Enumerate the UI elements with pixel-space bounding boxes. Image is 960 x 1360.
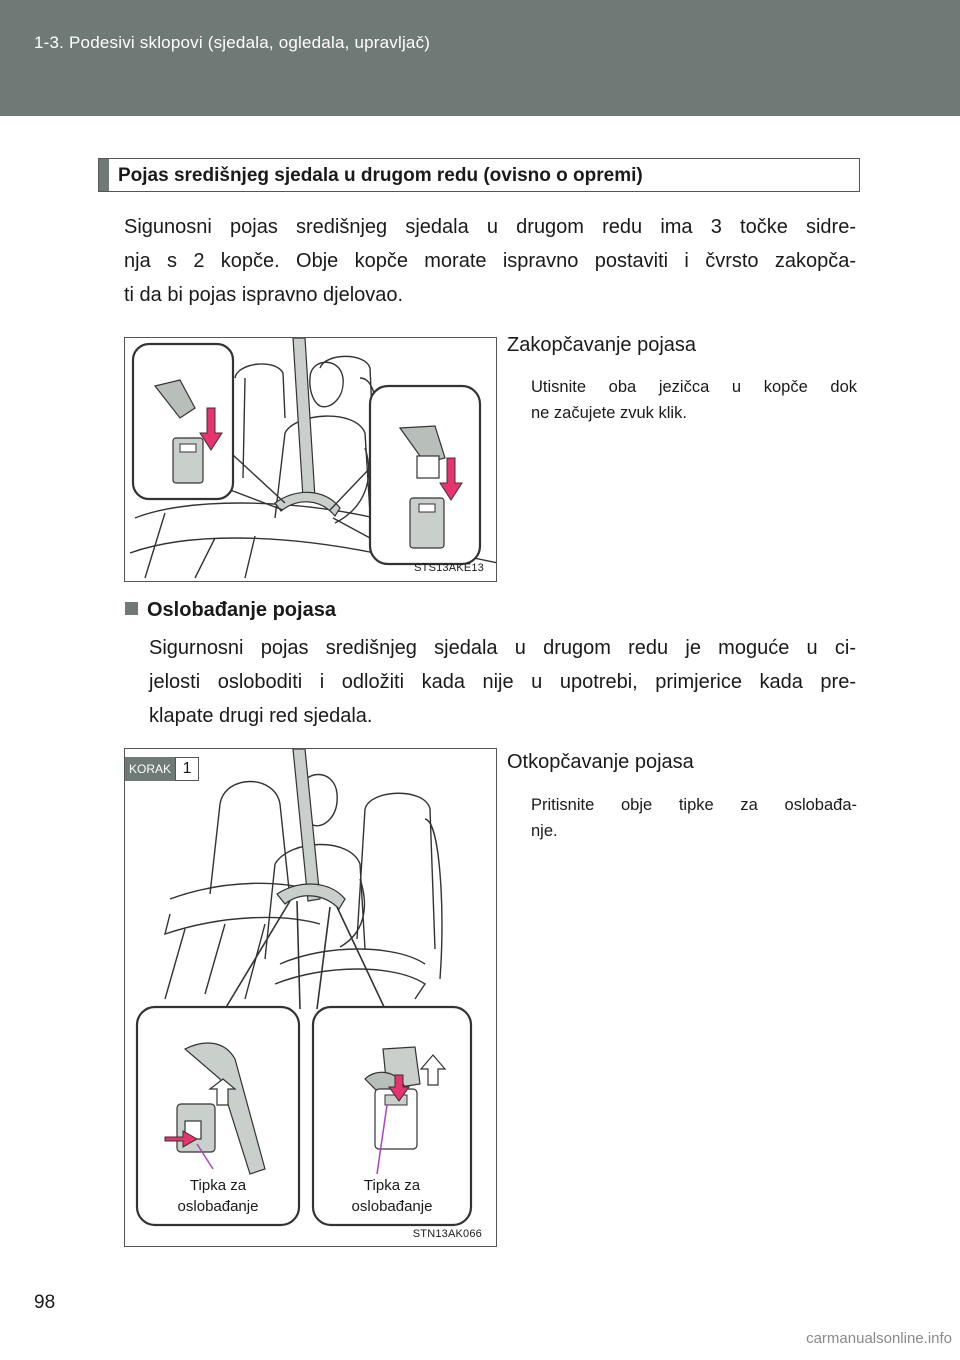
release-line: jelosti osloboditi i odložiti kada nije u upotrebi, primjerice kada pre- — [149, 671, 856, 693]
step-label: KORAK — [125, 757, 175, 781]
release-line: klapate drugi red sjedala. — [149, 705, 373, 727]
release-button-callout-right — [317, 1175, 467, 1217]
chapter-title: 1-3. Podesivi sklopovi (sjedala, ogledala, upravljač) — [34, 33, 431, 52]
callout-line: Tipka za — [363, 1177, 421, 1194]
fastening-figure — [124, 337, 497, 582]
unfastening-figure — [124, 748, 497, 1247]
watermark: carmanualsonline.info — [806, 1330, 952, 1347]
step-number: 1 — [175, 757, 199, 781]
top-header-band — [0, 0, 960, 116]
release-line: Sigurnosni pojas središnjeg sjedala u drugom redu je moguće u ci- — [149, 637, 856, 659]
callout-line: oslobađanje — [177, 1198, 259, 1215]
note-line: Pritisnite obje tipke za oslobađa- — [531, 796, 857, 814]
figure-code: STN13AK066 — [412, 1228, 482, 1240]
unfastening-illustration — [125, 749, 497, 1247]
section-title: Pojas središnjeg sjedala u drugom redu (ovisno o opremi) — [118, 165, 643, 186]
bullet-square-icon — [125, 602, 138, 615]
intro-line: ti da bi pojas ispravno djelovao. — [124, 284, 404, 306]
unfastening-note — [531, 792, 857, 844]
unfastening-heading: Otkopčavanje pojasa — [507, 751, 694, 773]
section-heading-bar — [99, 159, 109, 191]
fastening-illustration — [125, 338, 497, 582]
step-badge — [125, 757, 199, 781]
intro-line: nja s 2 kopče. Obje kopče morate ispravno postaviti i čvrsto zakopča- — [124, 250, 856, 272]
figure-code: STS13AKE13 — [414, 562, 484, 574]
release-button-callout-left — [143, 1175, 293, 1217]
note-line: ne začujete zvuk klik. — [531, 404, 687, 422]
section-heading-box — [98, 158, 860, 192]
intro-line: Sigunosni pojas središnjeg sjedala u drugom redu ima 3 točke sidre- — [124, 216, 856, 238]
page-number: 98 — [34, 1292, 56, 1313]
release-paragraph — [149, 631, 856, 733]
release-heading — [125, 599, 336, 622]
callout-line: oslobađanje — [351, 1198, 433, 1215]
note-line: Utisnite oba jezičca u kopče dok — [531, 378, 857, 396]
fastening-note — [531, 374, 857, 426]
callout-line: Tipka za — [189, 1177, 247, 1194]
intro-paragraph — [124, 210, 856, 312]
fastening-heading: Zakopčavanje pojasa — [507, 334, 697, 356]
note-line: nje. — [531, 822, 558, 840]
release-heading-text: Oslobađanje pojasa — [147, 599, 336, 621]
